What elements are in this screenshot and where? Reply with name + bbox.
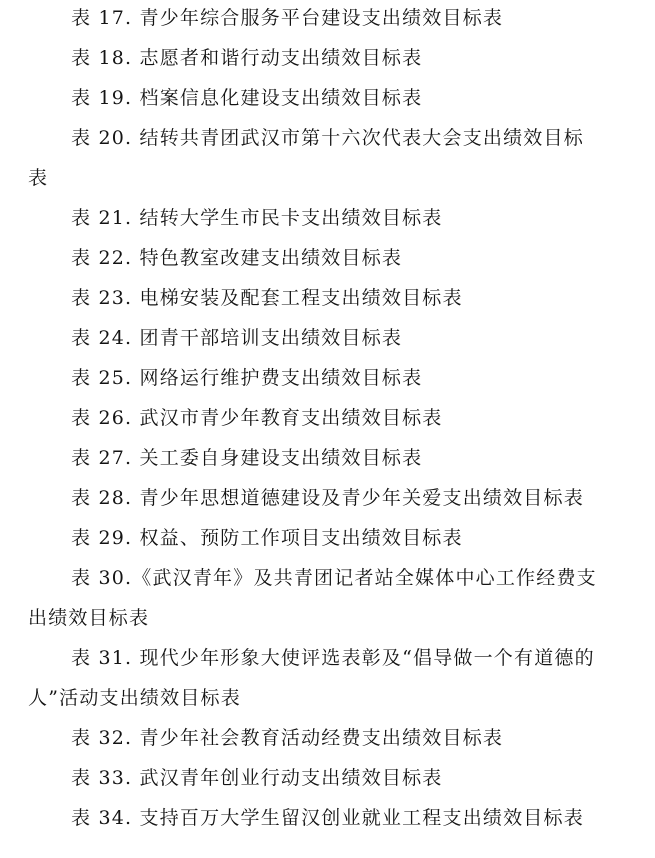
toc-line-30: 表 30.《武汉青年》及共青团记者站全媒体中心工作经费支 xyxy=(71,567,597,589)
toc-line-29: 表 29. 权益、预防工作项目支出绩效目标表 xyxy=(71,527,463,549)
toc-line-33: 表 33. 武汉青年创业行动支出绩效目标表 xyxy=(71,767,443,789)
toc-line-32: 表 32. 青少年社会教育活动经费支出绩效目标表 xyxy=(71,727,504,749)
toc-line-31-cont: 人”活动支出绩效目标表 xyxy=(28,687,241,709)
toc-line-34: 表 34. 支持百万大学生留汉创业就业工程支出绩效目标表 xyxy=(71,807,584,829)
toc-line-20-cont: 表 xyxy=(28,167,49,189)
toc-line-28: 表 28. 青少年思想道德建设及青少年关爱支出绩效目标表 xyxy=(71,487,584,509)
toc-line-18: 表 18. 志愿者和谐行动支出绩效目标表 xyxy=(71,47,423,69)
toc-line-17: 表 17. 青少年综合服务平台建设支出绩效目标表 xyxy=(71,7,504,29)
toc-line-25: 表 25. 网络运行维护费支出绩效目标表 xyxy=(71,367,423,389)
toc-line-24: 表 24. 团青干部培训支出绩效目标表 xyxy=(71,327,403,349)
toc-line-26: 表 26. 武汉市青少年教育支出绩效目标表 xyxy=(71,407,443,429)
toc-line-30-cont: 出绩效目标表 xyxy=(28,607,150,629)
toc-line-27: 表 27. 关工委自身建设支出绩效目标表 xyxy=(71,447,423,469)
toc-line-19: 表 19. 档案信息化建设支出绩效目标表 xyxy=(71,87,423,109)
toc-line-31: 表 31. 现代少年形象大使评选表彰及“倡导做一个有道德的 xyxy=(71,647,595,669)
toc-line-21: 表 21. 结转大学生市民卡支出绩效目标表 xyxy=(71,207,443,229)
toc-line-22: 表 22. 特色教室改建支出绩效目标表 xyxy=(71,247,403,269)
toc-line-20: 表 20. 结转共青团武汉市第十六次代表大会支出绩效目标 xyxy=(71,127,584,149)
toc-line-23: 表 23. 电梯安装及配套工程支出绩效目标表 xyxy=(71,287,463,309)
